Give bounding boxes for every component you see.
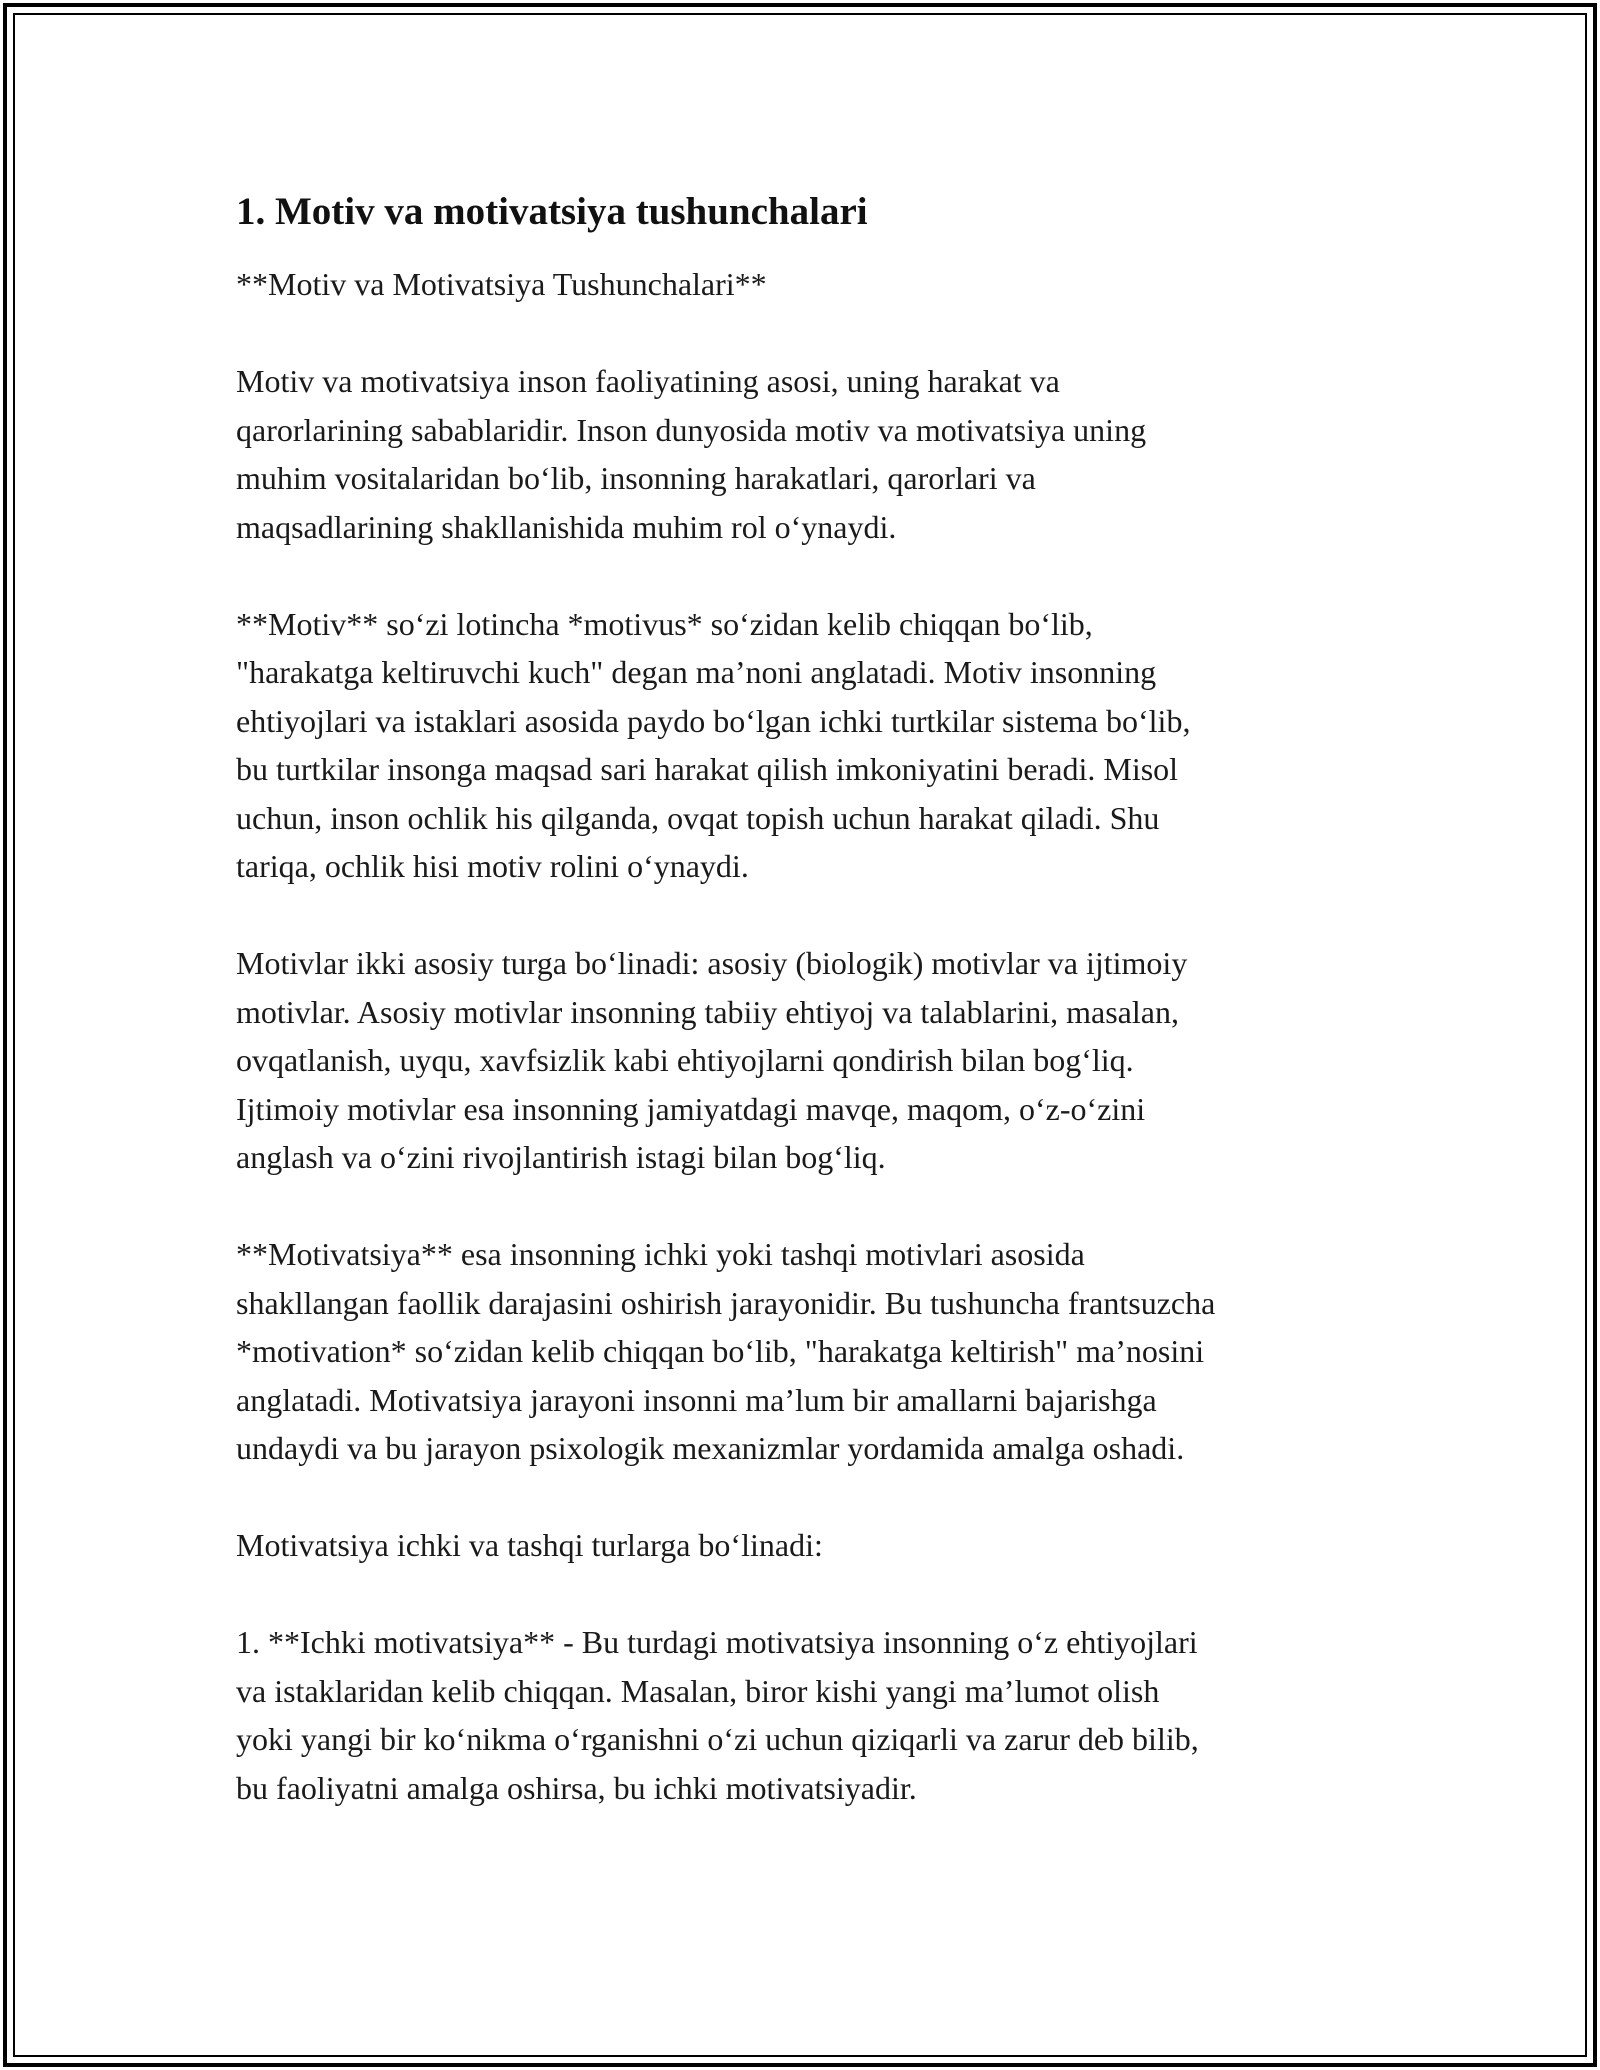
document-subtitle: **Motiv va Motivatsiya Tushunchalari**	[236, 266, 767, 302]
section-heading: 1. Motiv va motivatsiya tushunchalari	[236, 190, 868, 233]
paragraph-intro: Motiv va motivatsiya inson faoliyatining asosi, uning harakat va qarorlarining sabablaridir. Inson dunyosida motiv va motivatsiya uning muhim vositalaridan bo‘lib, insonning harakatlari, qarorlari va maqsadlarining shakllanishida muhim rol o‘ynaydi.	[236, 363, 1147, 545]
paragraph-motiv-types: Motivlar ikki asosiy turga bo‘linadi: asosiy (biologik) motivlar va ijtimoiy motivlar. Asosiy motivlar insonning tabiiy ehtiyoj va talablarini, masalan, ovqatlanish, uyqu, xavfsizlik kabi ehtiyojlarni qondirish bilan bog‘liq. Ijtimoiy motivlar esa insonning jamiyatdagi mavqe, maqom, o‘z-o‘zini anglash va o‘zini rivojlantirish istagi bilan bog‘liq.	[236, 945, 1188, 1175]
paragraph-motivatsiya-definition: **Motivatsiya** esa insonning ichki yoki tashqi motivlari asosida shakllangan faollik darajasini oshirish jarayonidir. Bu tushuncha frantsuzcha *motivation* so‘zidan kelib chiqqan bo‘lib, "harakatga keltirish" ma’nosini anglatadi. Motivatsiya jarayoni insonni ma’lum bir amallarni bajarishga undaydi va bu jarayon psixologik mexanizmlar yordamida amalga oshadi.	[236, 1236, 1216, 1466]
document-body	[236, 188, 1366, 1812]
paragraph-motivatsiya-types-intro: Motivatsiya ichki va tashqi turlarga bo‘linadi:	[236, 1527, 823, 1563]
paragraph-motiv-definition: **Motiv** so‘zi lotincha *motivus* so‘zidan kelib chiqqan bo‘lib, "harakatga keltiruvchi kuch" degan ma’noni anglatadi. Motiv insonning ehtiyojlari va istaklari asosida paydo bo‘lgan ichki turtkilar sistema bo‘lib, bu turtkilar insonga maqsad sari harakat qilish imkoniyatini beradi. Misol uchun, inson ochlik his qilganda, ovqat topish uchun harakat qiladi. Shu tariqa, ochlik hisi motiv rolini o‘ynaydi.	[236, 605, 1191, 884]
list-item-internal-motivation: 1. **Ichki motivatsiya** - Bu turdagi motivatsiya insonning o‘z ehtiyojlari va istaklaridan kelib chiqqan. Masalan, biror kishi yangi ma’lumot olish yoki yangi bir ko‘nikma o‘rganishni o‘zi uchun qiziqarli va zarur deb bilib, bu faoliyatni amalga oshirsa, bu ichki motivatsiyadir.	[236, 1624, 1199, 1806]
